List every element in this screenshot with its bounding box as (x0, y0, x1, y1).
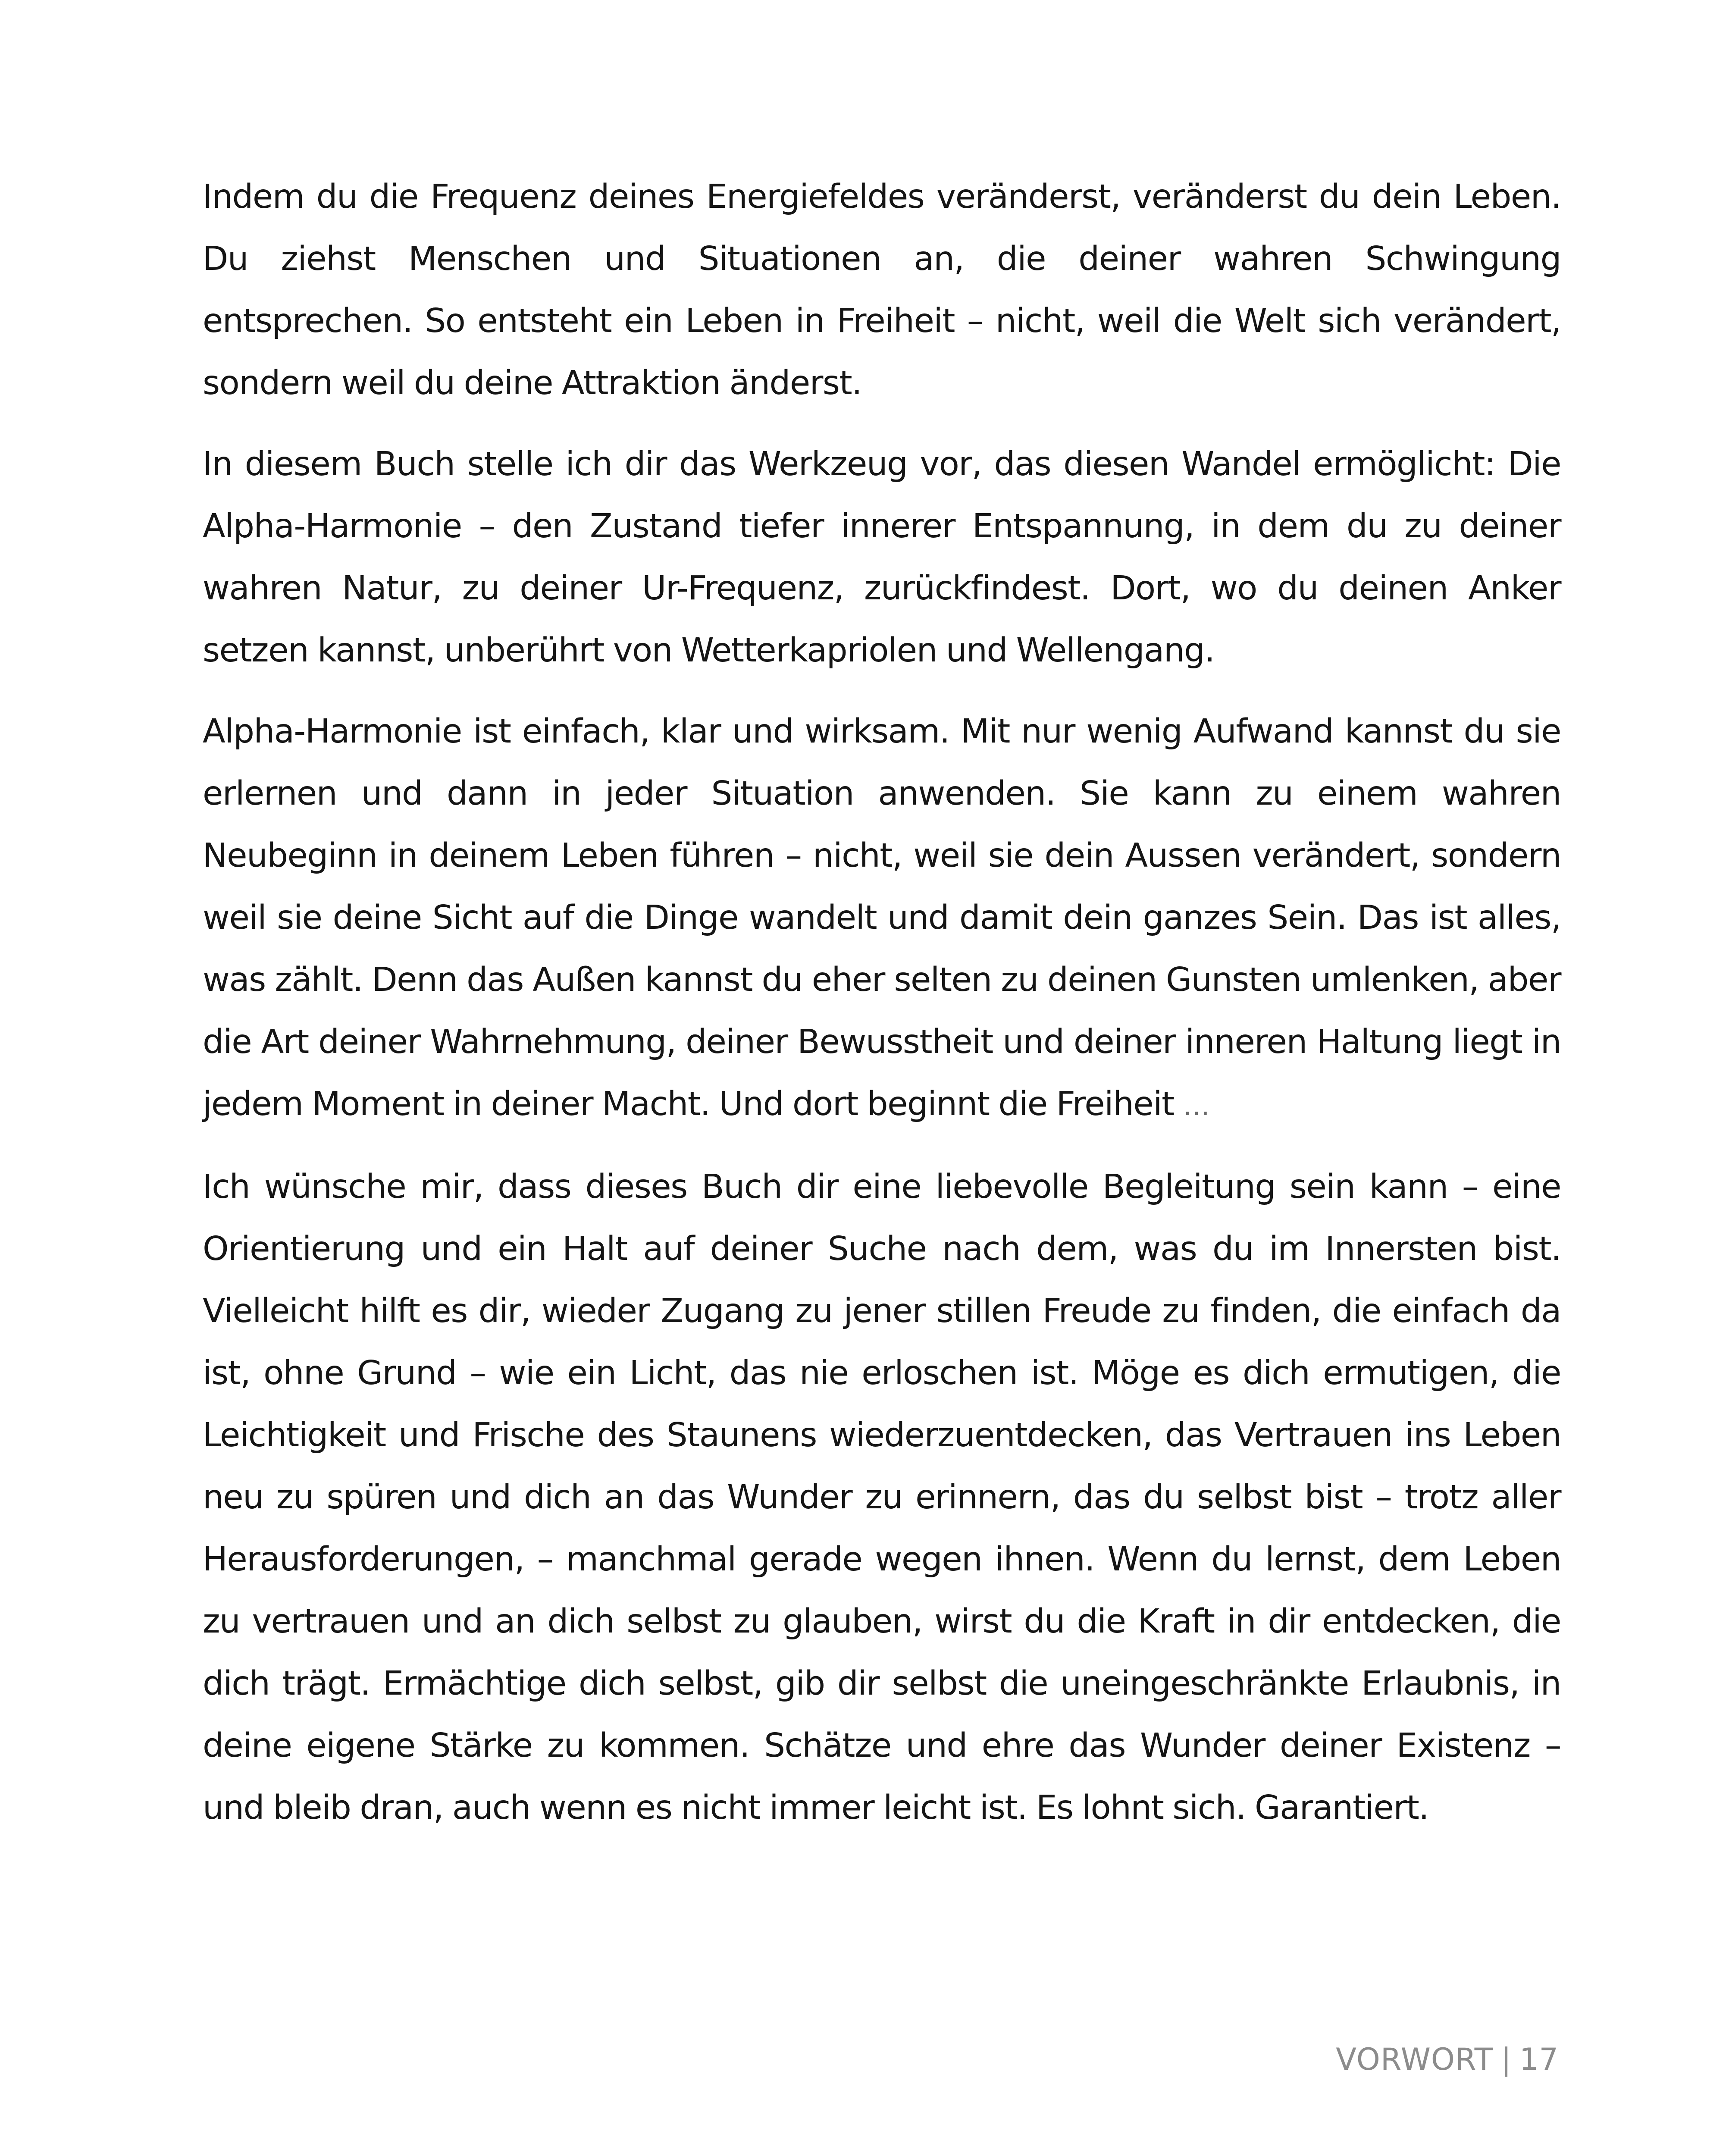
paragraph-4: Ich wünsche mir, dass dieses Buch dir eine liebevolle Begleitung sein kann – eine Orientierung und ein Halt auf deiner Suche nach dem, was du im Innersten bist. Vielleicht hilft es dir, wieder Zugang zu jener stillen Freude zu finden, die einfach da ist, ohne Grund – wie ein Licht, das nie erloschen ist. Möge es dich ermutigen, die Leichtigkeit und Frische des Staunens wiederzuentdecken, das Vertrauen ins Leben neu zu spüren und dich an das Wunder zu erinnern, das du selbst bist – trotz aller Herausforderungen, – manchmal gerade wegen ihnen. Wenn du lernst, dem Leben zu vertrauen und an dich selbst zu glauben, wirst du die Kraft in dir entdecken, die dich trägt. Ermächtige dich selbst, gib dir selbst die uneingeschränkte Erlaubnis, in deine eigene Stärke zu kommen. Schätze und ehre das Wunder deiner Existenz – und bleib dran, auch wenn es nicht immer leicht ist. Es lohnt sich. Garantiert. (203, 1168, 1561, 1827)
page-footer (1336, 2042, 1559, 2077)
paragraph-3-text: Alpha-Harmonie ist einfach, klar und wirksam. Mit nur wenig Aufwand kannst du sie erlernen und dann in jeder Situation anwenden. Sie kann zu einem wahren Neubeginn in deinem Leben führen – nicht, weil sie dein Aussen verändert, sondern weil sie deine Sicht auf die Dinge wandelt und damit dein ganzes Sein. Das ist alles, was zählt. Denn das Außen kannst du eher selten zu deinen Gunsten umlenken, aber die Art deiner Wahrnehmung, deiner Bewusstheit und deiner inneren Haltung liegt in jedem Moment in deiner Macht. Und dort beginnt die Freiheit (203, 712, 1561, 1123)
page-number: 17 (1519, 2042, 1559, 2077)
paragraph-3 (203, 701, 1561, 1137)
body-text (203, 166, 1561, 1839)
ellipsis: … (1183, 1090, 1211, 1122)
paragraph-1: Indem du die Frequenz deines Energiefeldes veränderst, veränderst du dein Leben. Du ziehst Menschen und Situationen an, die deiner wahren Schwingung entsprechen. So entsteht ein Leben in Freiheit – nicht, weil die Welt sich verändert, sondern weil du deine Attraktion änderst. (203, 178, 1561, 402)
footer-chapter: VORWORT (1336, 2042, 1494, 2077)
footer-separator: | (1501, 2042, 1512, 2077)
paragraph-2: In diesem Buch stelle ich dir das Werkzeug vor, das diesen Wandel ermöglicht: Die Alpha-Harmonie – den Zustand tiefer innerer Entspannung, in dem du zu deiner wahren Natur, zu deiner Ur-Frequenz, zurückfindest. Dort, wo du deinen Anker setzen kannst, unberührt von Wetterkapriolen und Wellengang. (203, 445, 1561, 670)
